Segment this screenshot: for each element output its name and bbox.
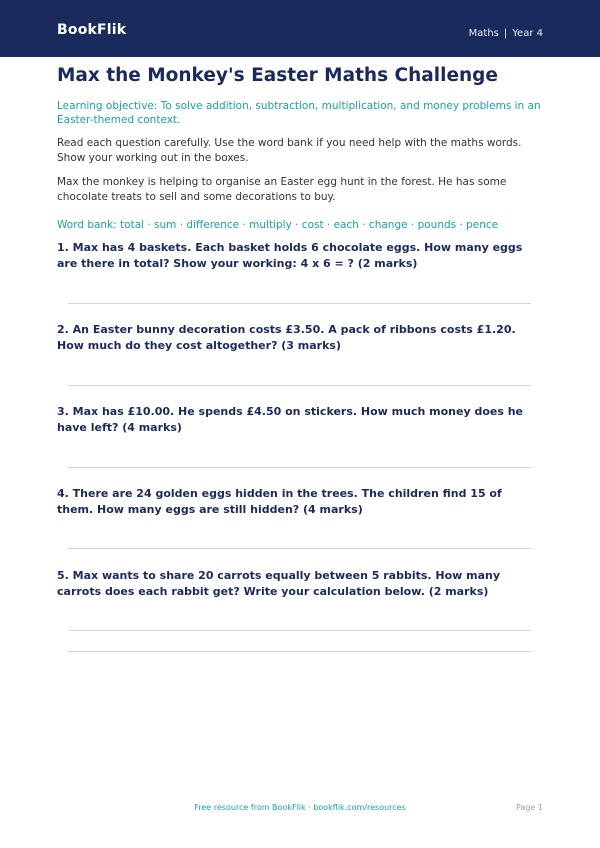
instructions-text: Read each question carefully. Use the word bank if you need help with the maths words. Show your working out in the boxes.: [57, 137, 522, 164]
answer-line[interactable]: [68, 630, 531, 631]
subject-year-label: [469, 28, 543, 39]
answer-line[interactable]: [68, 548, 531, 549]
story-text: Max the monkey is helping to organise an Easter egg hunt in the forest. He has some chocolate treats to sell and some decorations to buy.: [57, 176, 507, 203]
page-title: Max the Monkey's Easter Maths Challenge: [57, 65, 498, 86]
question-1: 1. Max has 4 baskets. Each basket holds 6 chocolate eggs. How many eggs are there in total? Show your working: 4 x 6 = ? (2 marks): [57, 241, 523, 270]
question-3: 3. Max has £10.00. He spends £4.50 on stickers. How much money does he have left? (4 marks): [57, 405, 524, 434]
answer-line[interactable]: [68, 385, 531, 386]
answer-line[interactable]: [68, 303, 531, 304]
answer-line[interactable]: [68, 467, 531, 468]
subject-label: Maths: [468, 28, 499, 39]
footer-text: Free resource from BookFlik · bookflik.com/resources: [194, 803, 406, 812]
question-4: 4. There are 24 golden eggs hidden in the trees. The children find 15 of them. How many eggs are still hidden? (4 marks): [57, 487, 502, 516]
word-bank: Word bank: total · sum · difference · multiply · cost · each · change · pounds · pence: [57, 219, 499, 231]
page-header: [0, 0, 600, 57]
question-2: 2. An Easter bunny decoration costs £3.50. A pack of ribbons costs £1.20. How much do they cost altogether? (3 marks): [57, 323, 516, 352]
learning-objective: Learning objective: To solve addition, subtraction, multiplication, and money problems in an Easter-themed context.: [57, 100, 541, 126]
year-label: Year 4: [512, 28, 543, 39]
question-5: 5. Max wants to share 20 carrots equally between 5 rabbits. How many carrots does each rabbit get? Write your calculation below. (2 marks): [57, 569, 501, 598]
separator: |: [503, 28, 508, 39]
worksheet-intro: [57, 64, 543, 232]
page-number: Page 1: [516, 803, 543, 812]
answer-line[interactable]: [68, 651, 531, 652]
brand-logo: BookFlik: [57, 22, 127, 38]
